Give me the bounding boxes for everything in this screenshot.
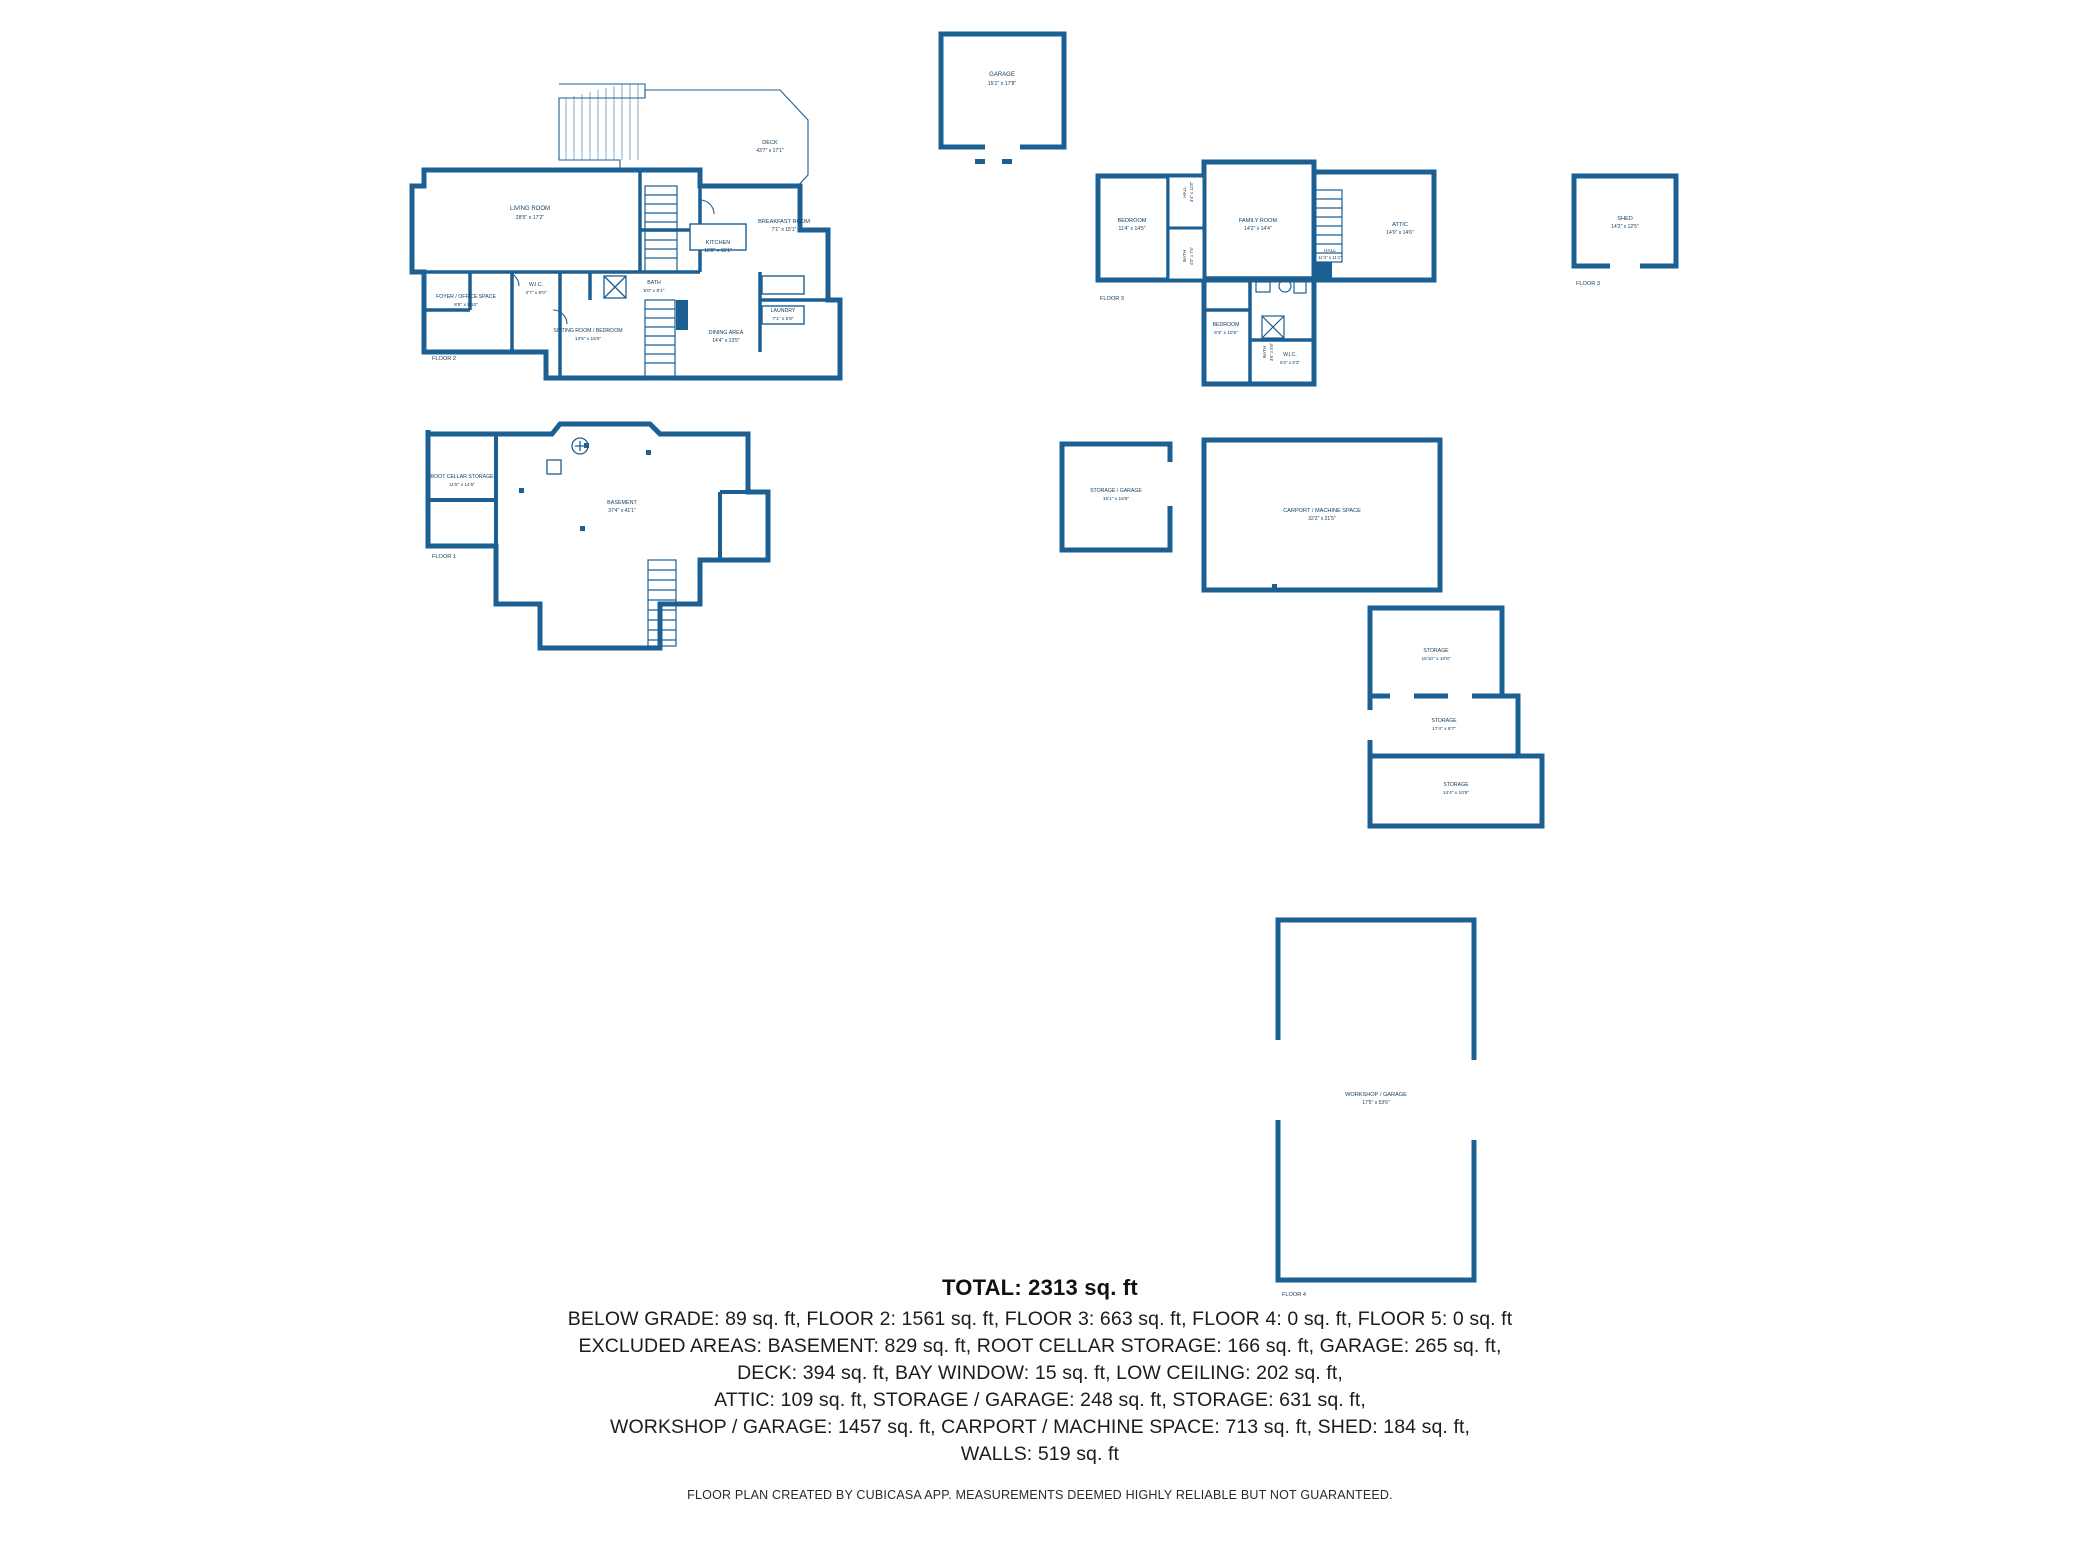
room-name-bedroom-floor3: BEDROOM [1117, 218, 1147, 224]
unit-garage [941, 34, 1064, 164]
area-summary [0, 1275, 2080, 1502]
room-dim-hall-vertical: 3'4" x 11'8" [1189, 181, 1194, 203]
room-name-workshop-garage: WORKSHOP / GARAGE [1345, 1092, 1407, 1098]
room-dim-garage: 15'1" x 17'8" [987, 81, 1017, 87]
room-name-basement: BASEMENT [607, 500, 637, 506]
room-dim-deck: 43'7" x 17'1" [756, 148, 784, 154]
room-dim-storage-top: 16'10" x 10'8" [1421, 657, 1451, 662]
room-dim-bedroom-floor3: 11'4" x 14'5" [1118, 226, 1146, 232]
room-name-shed: SHED [1617, 216, 1633, 222]
room-dim-storage-garage: 15'1" x 16'8" [1102, 497, 1130, 502]
room-dim-bedroom-floor3b: 9'3" x 10'5" [1214, 331, 1238, 336]
total-area: TOTAL: 2313 sq. ft [942, 1275, 1138, 1300]
summary-line-1: BELOW GRADE: 89 sq. ft, FLOOR 2: 1561 sq. ft, FLOOR 3: 663 sq. ft, FLOOR 4: 0 sq. ft, FLOOR 5: 0 sq. ft [567, 1308, 1513, 1330]
room-name-dining-area: DINING AREA [708, 330, 744, 336]
room-name-bath-small: BATH [1262, 346, 1267, 358]
summary-line-4: ATTIC: 109 sq. ft, STORAGE / GARAGE: 248 sq. ft, STORAGE: 631 sq. ft, [714, 1389, 1366, 1411]
room-name-bedroom-floor3b: BEDROOM [1212, 322, 1240, 328]
room-dim-bath-floor2: 8'0" x 8'1" [643, 289, 665, 294]
unit-storage-stack [1370, 608, 1542, 826]
room-name-storage-top: STORAGE [1423, 648, 1449, 654]
floor-tag-floor3: FLOOR 3 [1100, 296, 1124, 302]
room-dim-family-room: 14'2" x 14'4" [1244, 226, 1272, 232]
summary-line-6: WALLS: 519 sq. ft [960, 1443, 1120, 1465]
room-name-bath-floor3: BATH [1182, 250, 1187, 262]
room-dim-dining-area: 14'4" x 13'5" [712, 338, 740, 344]
room-name-root-cellar: ROOT CELLAR STORAGE [430, 474, 494, 480]
room-dim-sitting-bedroom: 13'5" x 15'0" [574, 337, 602, 342]
floor-tag-floor2: FLOOR 2 [432, 356, 456, 362]
summary-line-3: DECK: 394 sq. ft, BAY WINDOW: 15 sq. ft, LOW CEILING: 202 sq. ft, [737, 1362, 1343, 1384]
summary-line-2: EXCLUDED AREAS: BASEMENT: 829 sq. ft, ROOT CELLAR STORAGE: 166 sq. ft, GARAGE: 265 sq. ft, [578, 1335, 1502, 1357]
room-name-hall-floor3: HALL [1324, 249, 1336, 254]
summary-line-5: WORKSHOP / GARAGE: 1457 sq. ft, CARPORT / MACHINE SPACE: 713 sq. ft, SHED: 184 sq. ft, [609, 1416, 1471, 1438]
floor-tag-floor1: FLOOR 1 [432, 554, 456, 560]
unit-workshop-garage [1278, 920, 1474, 1298]
room-name-garage: GARAGE [989, 72, 1015, 78]
unit-shed [1574, 176, 1676, 287]
room-name-hall-vertical: HALL [1182, 186, 1187, 198]
room-name-deck: DECK [762, 140, 778, 146]
room-dim-bath-floor3: 4'0" x 7'5" [1189, 246, 1194, 266]
room-dim-living-room: 28'5" x 17'2" [515, 215, 545, 221]
room-name-sitting-bedroom: SITTING ROOM / BEDROOM [553, 328, 623, 334]
room-dim-carport: 32'2" x 21'5" [1308, 516, 1336, 522]
room-dim-wic-floor2: 4'7" x 8'0" [525, 291, 547, 296]
room-name-storage-mid: STORAGE [1431, 718, 1457, 724]
room-dim-foyer-office: 8'8" x 8'10" [454, 303, 478, 308]
room-dim-wic-floor3: 5'3" x 5'3" [1279, 360, 1301, 365]
room-name-wic-floor3: W.I.C. [1283, 352, 1297, 358]
room-name-living-room: LIVING ROOM [509, 206, 551, 212]
room-name-attic: ATTIC [1392, 222, 1408, 228]
unit-carport [1204, 440, 1440, 590]
room-name-storage-garage: STORAGE / GARAGE [1090, 488, 1142, 494]
room-name-breakfast-room: BREAKFAST ROOM [758, 219, 810, 225]
room-dim-hall-floor3: 11'4" x 11'1" [1318, 255, 1342, 260]
unit-floor2 [412, 84, 840, 378]
room-name-carport: CARPORT / MACHINE SPACE [1283, 508, 1361, 514]
room-dim-workshop-garage: 17'5" x 53'6" [1362, 1100, 1390, 1106]
room-name-kitchen: KITCHEN [705, 240, 731, 246]
room-dim-laundry: 7'1" x 5'8" [772, 317, 794, 322]
unit-floor1-basement [428, 424, 768, 648]
room-name-foyer-office: FOYER / OFFICE SPACE [436, 294, 496, 300]
room-dim-bath-small: 3'6" x 5'8" [1269, 342, 1274, 362]
room-dim-breakfast-room: 7'1" x 15'1" [771, 227, 797, 233]
room-dim-attic: 14'0" x 14'6" [1386, 230, 1414, 236]
room-dim-basement: 37'4" x 41'1" [608, 508, 636, 514]
room-dim-kitchen: 18'8" x 15'1" [704, 248, 732, 254]
floor-tag-floor3-shed: FLOOR 3 [1576, 281, 1600, 287]
unit-storage-garage [1062, 444, 1170, 550]
credit-line: FLOOR PLAN CREATED BY CUBICASA APP. MEASUREMENTS DEEMED HIGHLY RELIABLE BUT NOT GUARANTEED. [687, 1488, 1393, 1502]
room-dim-storage-bottom: 14'4" x 10'8" [1442, 791, 1470, 796]
room-name-family-room: FAMILY ROOM [1238, 218, 1278, 224]
room-name-storage-bottom: STORAGE [1443, 782, 1469, 788]
room-name-bath-floor2: BATH [647, 280, 661, 286]
room-dim-storage-mid: 17'4" x 8'7" [1432, 727, 1456, 732]
room-dim-root-cellar: 11'5" x 14'5" [449, 483, 475, 488]
floor-tag-floor4: FLOOR 4 [1282, 1292, 1306, 1298]
room-name-wic-floor2: W.I.C. [528, 282, 544, 288]
room-dim-shed: 14'2" x 12'5" [1611, 224, 1639, 230]
room-name-laundry: LAUNDRY [770, 308, 796, 314]
unit-floor3 [1098, 162, 1434, 386]
